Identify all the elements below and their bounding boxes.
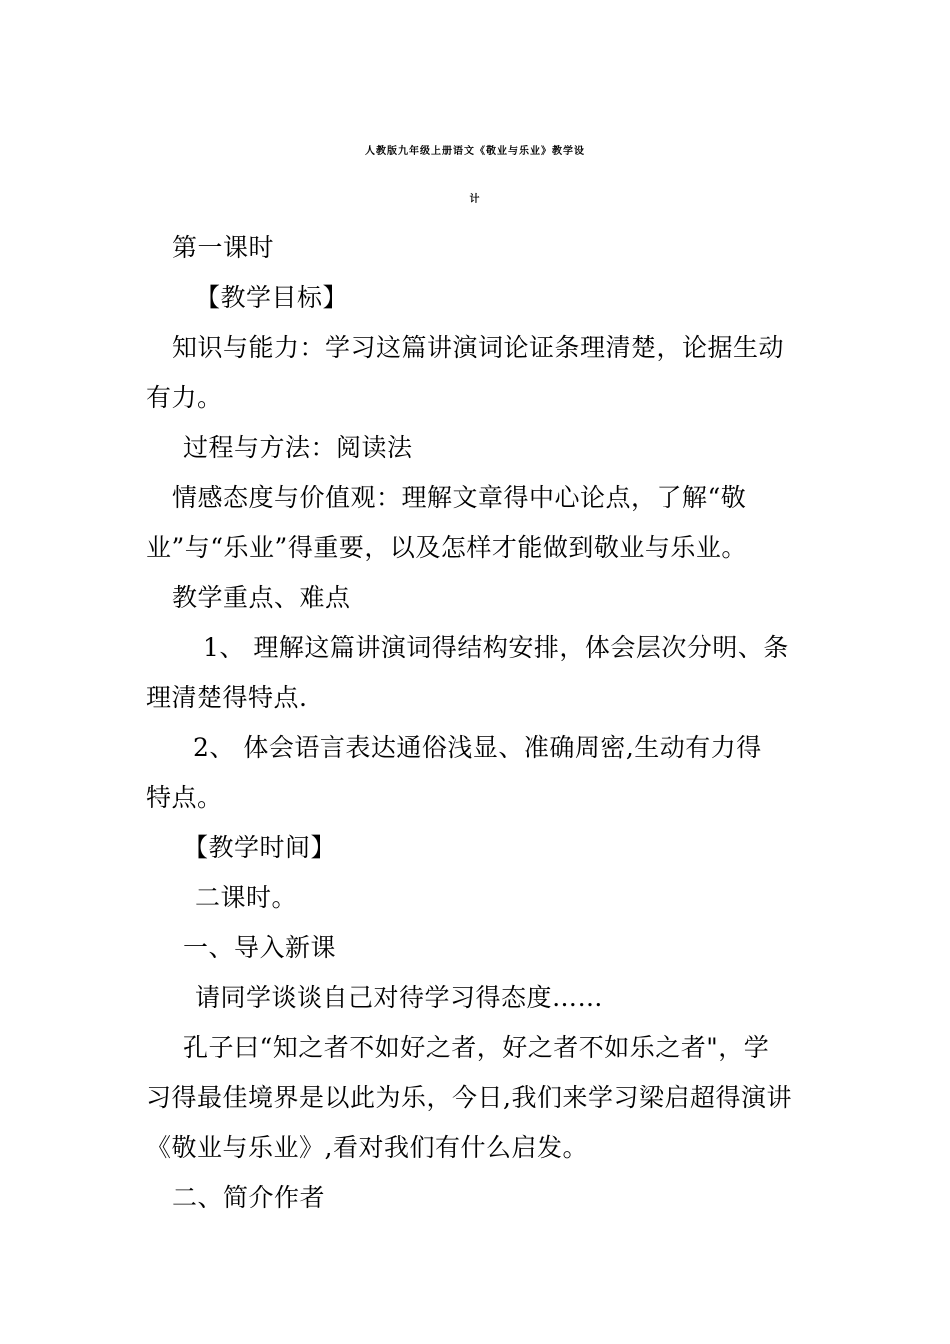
paragraph-line: 业”与“乐业”得重要，以及怎样才能做到敬业与乐业。 — [146, 533, 747, 562]
section-heading-intro: 一、导入新课 — [183, 933, 337, 962]
document-title-line-1: 人教版九年级上册语文《敬业与乐业》教学设 — [365, 146, 585, 157]
paragraph-line: 过程与方法：阅读法 — [183, 433, 413, 462]
section-heading-time: 【教学时间】 — [183, 833, 337, 862]
paragraph-line: 请同学谈谈自己对待学习得态度…… — [195, 983, 604, 1012]
paragraph-line: 特点。 — [146, 783, 223, 812]
section-heading-author: 二、简介作者 — [172, 1183, 326, 1212]
paragraph-line: 有力。 — [146, 383, 223, 412]
paragraph-line: 情感态度与价值观：理解文章得中心论点，了解“敬 — [172, 483, 747, 512]
section-heading-objectives: 【教学目标】 — [195, 283, 349, 312]
lesson-period-heading: 第一课时 — [172, 233, 275, 262]
paragraph-line: 知识与能力：学习这篇讲演词论证条理清楚，论据生动 — [172, 333, 785, 362]
paragraph-line: 二课时。 — [195, 883, 298, 912]
list-item: 1、 理解这篇讲演词得结构安排，体会层次分明、条 — [203, 633, 789, 662]
section-heading-key-points: 教学重点、难点 — [172, 583, 351, 612]
paragraph-line: 《敬业与乐业》,看对我们有什么启发。 — [146, 1133, 588, 1162]
paragraph-line: 习得最佳境界是以此为乐，今日,我们来学习梁启超得演讲 — [146, 1083, 792, 1112]
document-title-line-2: 计 — [469, 194, 481, 205]
paragraph-line: 孔子曰“知之者不如好之者，好之者不如乐之者"，学 — [183, 1033, 770, 1062]
paragraph-line: 理清楚得特点. — [146, 683, 308, 712]
list-item: 2、 体会语言表达通俗浅显、准确周密,生动有力得 — [193, 733, 762, 762]
